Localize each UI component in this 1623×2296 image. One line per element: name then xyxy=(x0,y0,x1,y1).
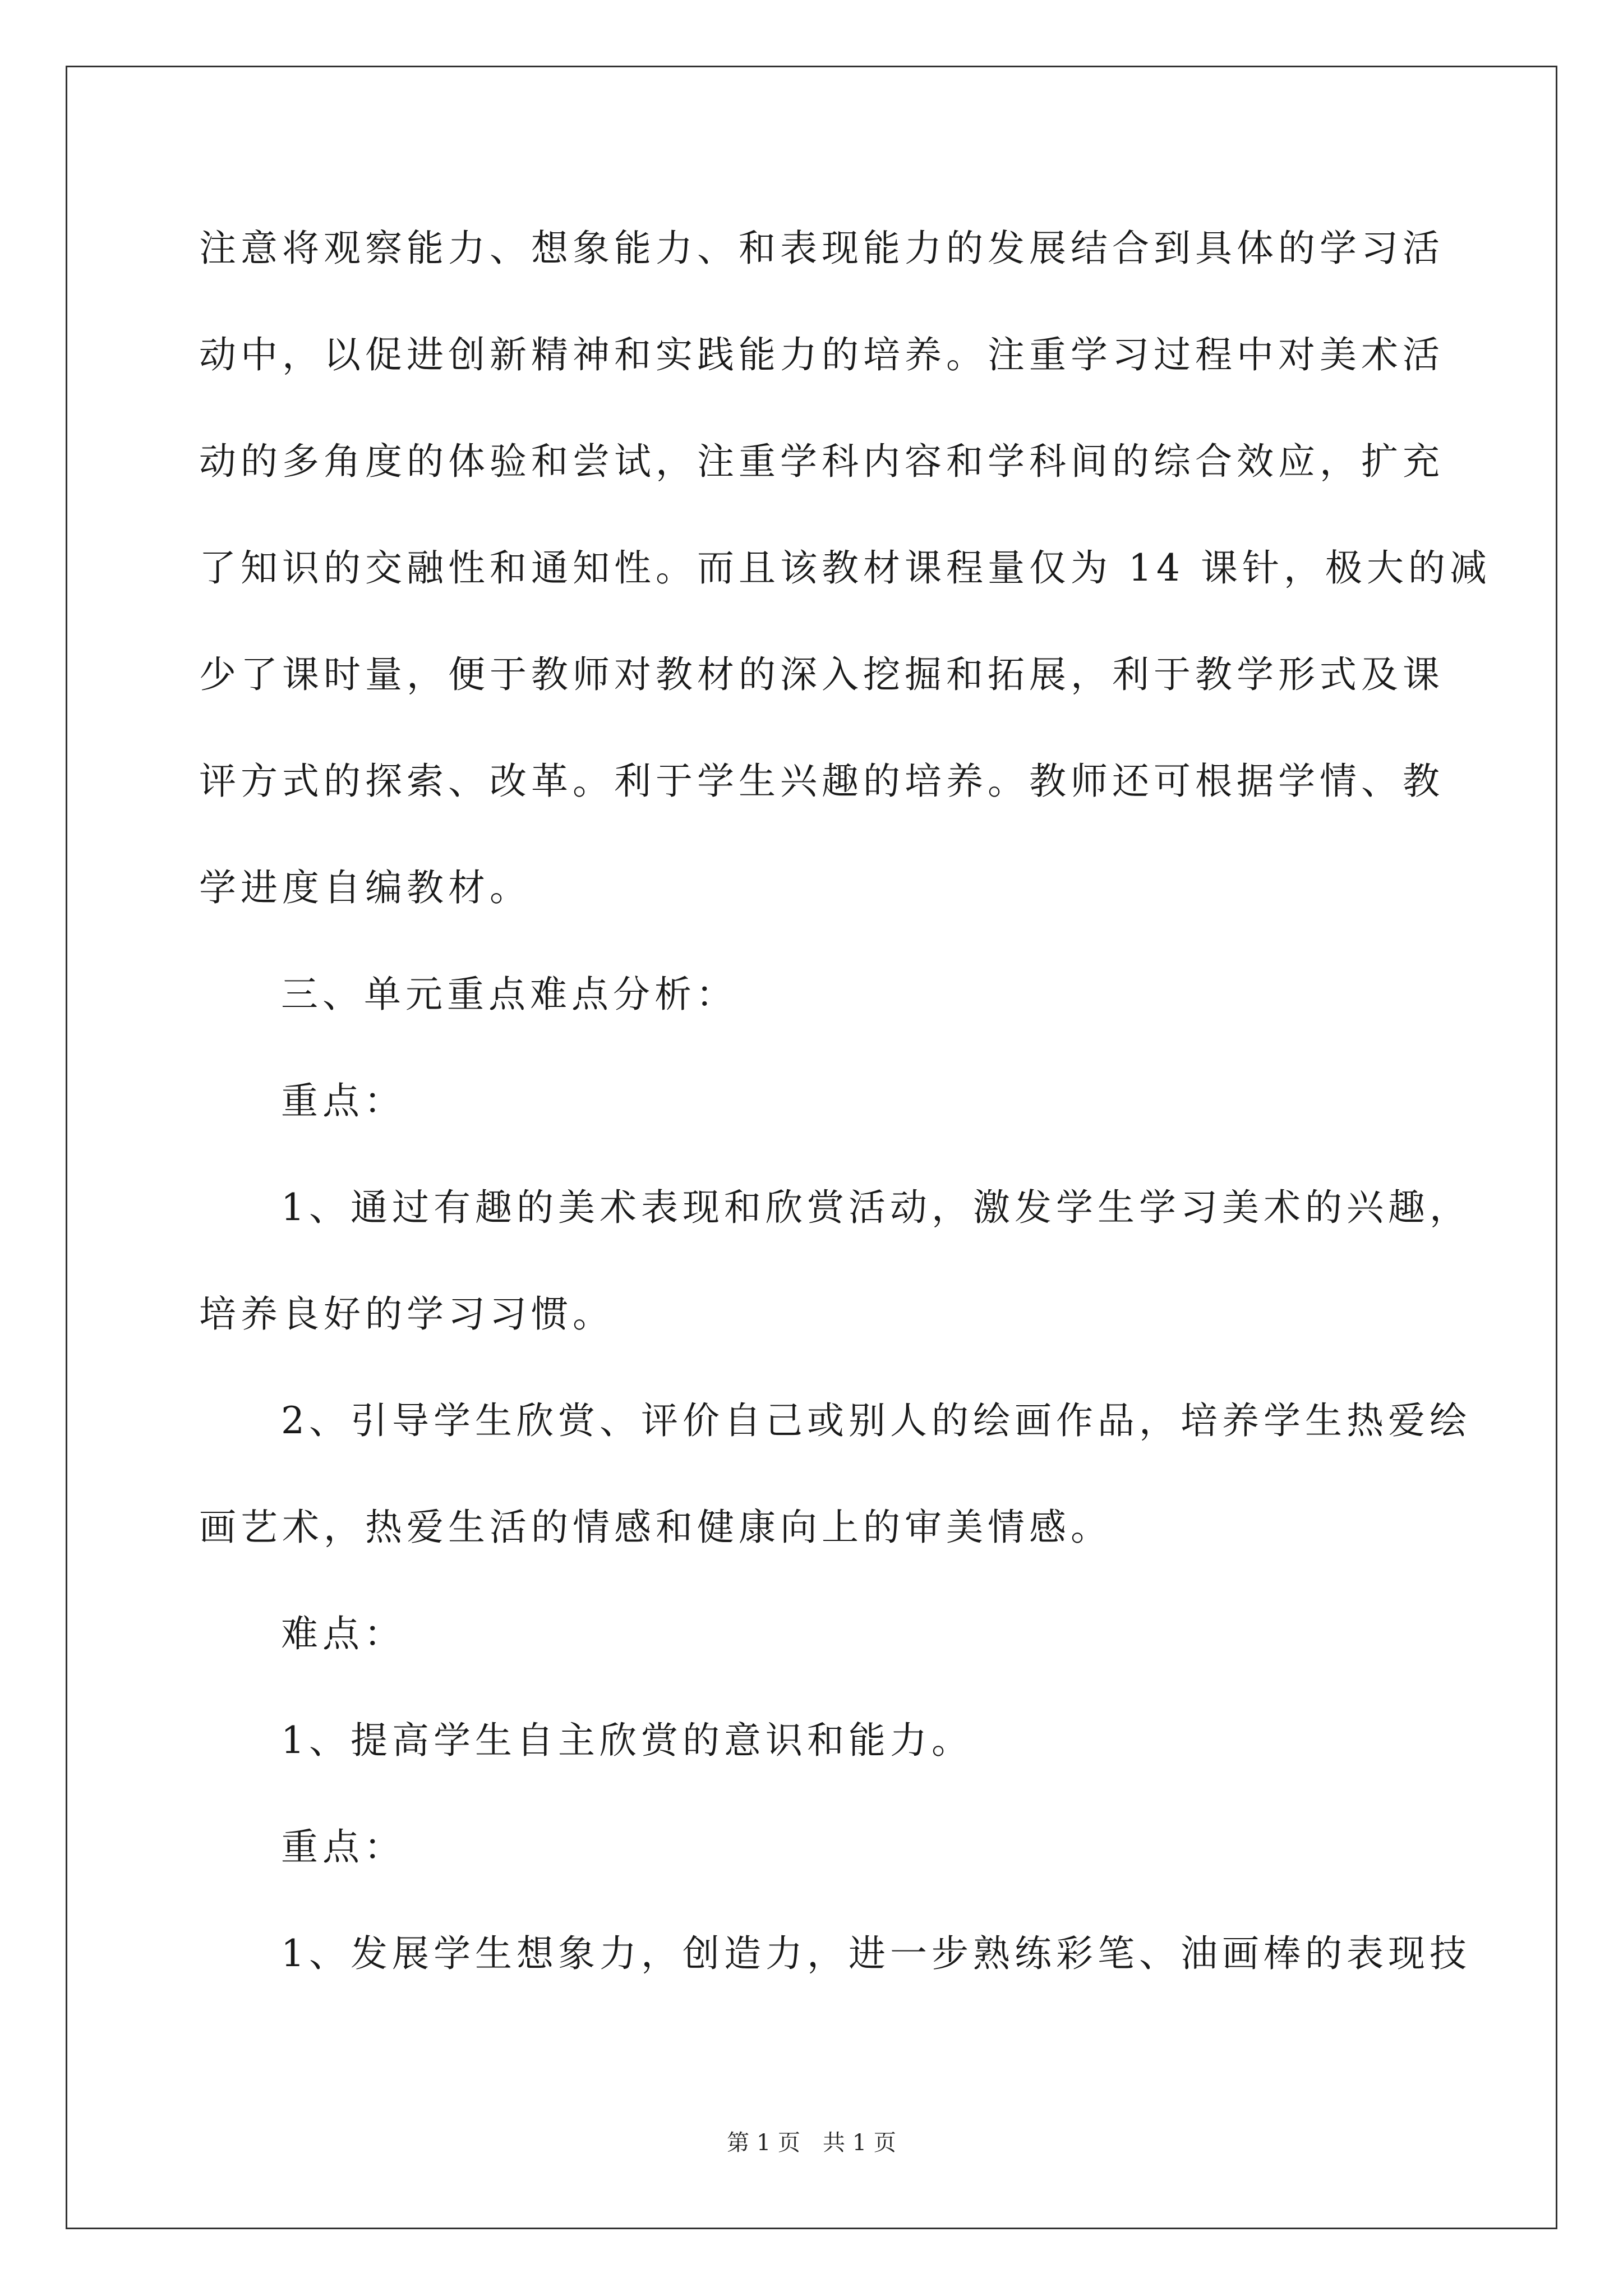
subheading-key-points: 重点： xyxy=(281,1825,405,1869)
paragraph-line: 评方式的探索、改革。利于学生兴趣的培养。教师还可根据学情、教 xyxy=(199,760,1444,803)
paragraph-line: 动的多角度的体验和尝试，注重学科内容和学科间的综合效应，扩充 xyxy=(199,440,1444,483)
paragraph-line: 1、提高学生自主欣赏的意识和能力。 xyxy=(281,1719,973,1762)
paragraph-line: 2、引导学生欣赏、评价自己或别人的绘画作品，培养学生热爱绘 xyxy=(281,1399,1471,1442)
section-heading: 三、单元重点难点分析： xyxy=(281,973,737,1016)
paragraph-line: 1、通过有趣的美术表现和欣赏活动，激发学生学习美术的兴趣， xyxy=(281,1186,1471,1229)
paragraph-line: 了知识的交融性和通知性。而且该教材课程量仅为 14 课针，极大的减 xyxy=(199,546,1491,590)
paragraph-line: 注意将观察能力、想象能力、和表现能力的发展结合到具体的学习活 xyxy=(199,227,1444,270)
paragraph-line: 画艺术，热爱生活的情感和健康向上的审美情感。 xyxy=(199,1506,1112,1549)
paragraph-line: 学进度自编教材。 xyxy=(199,866,531,909)
paragraph-line: 动中，以促进创新精神和实践能力的培养。注重学习过程中对美术活 xyxy=(199,333,1444,376)
paragraph-line: 培养良好的学习习惯。 xyxy=(199,1292,614,1336)
page-frame xyxy=(66,66,1557,2229)
page-number: 第 1 页 共 1 页 xyxy=(727,2130,896,2156)
subheading-difficulties: 难点： xyxy=(281,1612,405,1655)
paragraph-line: 少了课时量，便于教师对教材的深入挖掘和拓展，利于教学形式及课 xyxy=(199,653,1444,696)
paragraph-line: 1、发展学生想象力，创造力，进一步熟练彩笔、油画棒的表现技 xyxy=(281,1932,1471,1975)
subheading-key-points: 重点： xyxy=(281,1079,405,1122)
